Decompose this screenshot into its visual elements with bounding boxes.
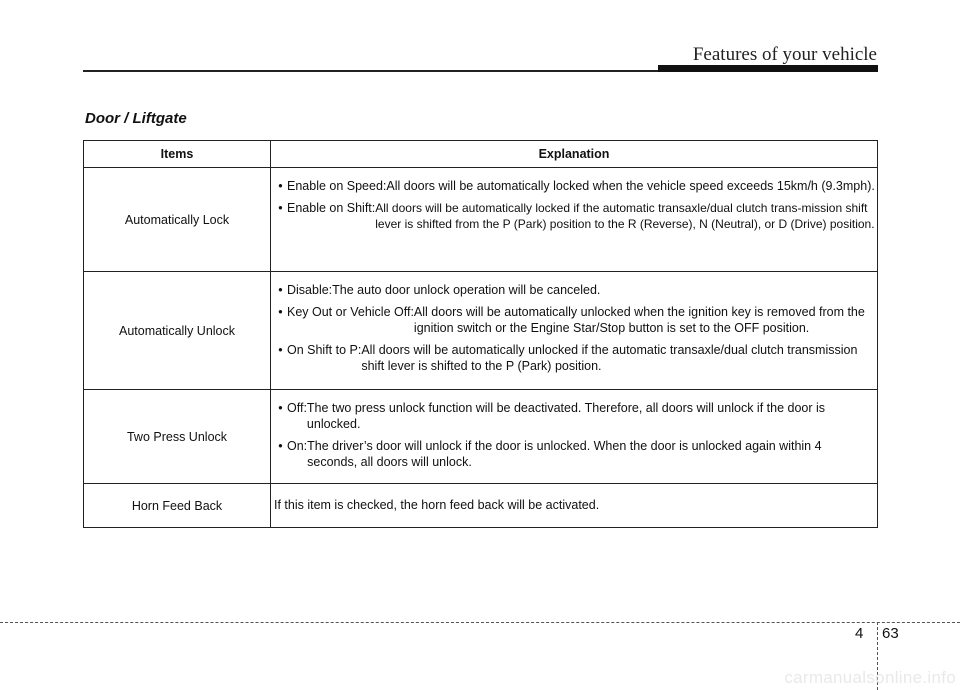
bullet-dot: • xyxy=(278,283,283,297)
table-row xyxy=(84,272,878,390)
bullet-item xyxy=(274,342,875,374)
item-name: Automatically Unlock xyxy=(84,272,271,390)
bullet-item xyxy=(274,178,875,194)
item-explanation xyxy=(271,168,878,272)
bullet-item xyxy=(274,438,875,470)
bullet-text: The auto door unlock operation will be canceled. xyxy=(332,283,601,297)
bullet-label: Disable: xyxy=(287,283,333,297)
item-name: Two Press Unlock xyxy=(84,390,271,484)
item-name: Horn Feed Back xyxy=(84,484,271,528)
bullet-text: All doors will be automatically unlocked if the automatic transaxle/dual clutch transmission shift lever is shifted to the P (Park) position. xyxy=(361,343,858,373)
bullet-label: Off: xyxy=(287,401,307,415)
bullet-dot: • xyxy=(278,343,283,357)
bullet-dot: • xyxy=(278,401,283,415)
bullet-dot: • xyxy=(278,439,283,453)
bullet-item xyxy=(274,304,875,336)
bullet-text: The two press unlock function will be deactivated. Therefore, all doors will unlock if the door is unlocked. xyxy=(306,401,826,431)
column-header-items: Items xyxy=(84,141,271,168)
bullet-label: On: xyxy=(287,439,308,453)
table-row xyxy=(84,168,878,272)
bullet-dot: • xyxy=(278,179,283,193)
chapter-number: 4 xyxy=(855,625,864,642)
footer-rule xyxy=(0,622,960,623)
bullet-text: All doors will be automatically unlocked when the ignition key is removed from the ignition switch or the Engine Star/Stop button is set to the OFF position. xyxy=(413,305,865,335)
item-name: Automatically Lock xyxy=(84,168,271,272)
bullet-text: All doors will be automatically locked when the vehicle speed exceeds 15km/h (9.3mph). xyxy=(386,179,875,193)
bullet-dot: • xyxy=(278,305,283,319)
settings-table xyxy=(83,140,878,528)
item-explanation xyxy=(271,390,878,484)
table-row xyxy=(84,390,878,484)
bullet-item xyxy=(274,200,875,232)
bullet-item xyxy=(274,400,875,432)
column-header-explanation: Explanation xyxy=(271,141,878,168)
section-title: Door / Liftgate xyxy=(85,110,187,127)
bullet-label: Key Out or Vehicle Off: xyxy=(287,305,414,319)
explanation-text: If this item is checked, the horn feed back will be activated. xyxy=(274,498,600,512)
page-header-title: Features of your vehicle xyxy=(692,44,877,65)
bullet-text: All doors will be automatically locked if the automatic transaxle/dual clutch trans-mission shift lever is shifted from the P (Park) position to the R (Reverse), N (Neutral), or D (Drive) position. xyxy=(375,201,875,231)
bullet-text: The driver’s door will unlock if the door is unlocked. When the door is unlocked again within 4 seconds, all doors will unlock. xyxy=(307,439,822,469)
bullet-label: Enable on Shift: xyxy=(287,201,376,215)
watermark: carmanualsonline.info xyxy=(784,668,956,687)
table-row xyxy=(84,484,878,528)
bullet-item xyxy=(274,282,875,298)
table-header-row xyxy=(84,141,878,168)
item-explanation xyxy=(271,484,878,528)
bullet-label: Enable on Speed: xyxy=(287,179,387,193)
bullet-dot: • xyxy=(278,201,283,215)
header-rule-accent xyxy=(658,65,878,72)
item-explanation xyxy=(271,272,878,390)
bullet-label: On Shift to P: xyxy=(287,343,362,357)
page-number: 63 xyxy=(882,625,899,642)
